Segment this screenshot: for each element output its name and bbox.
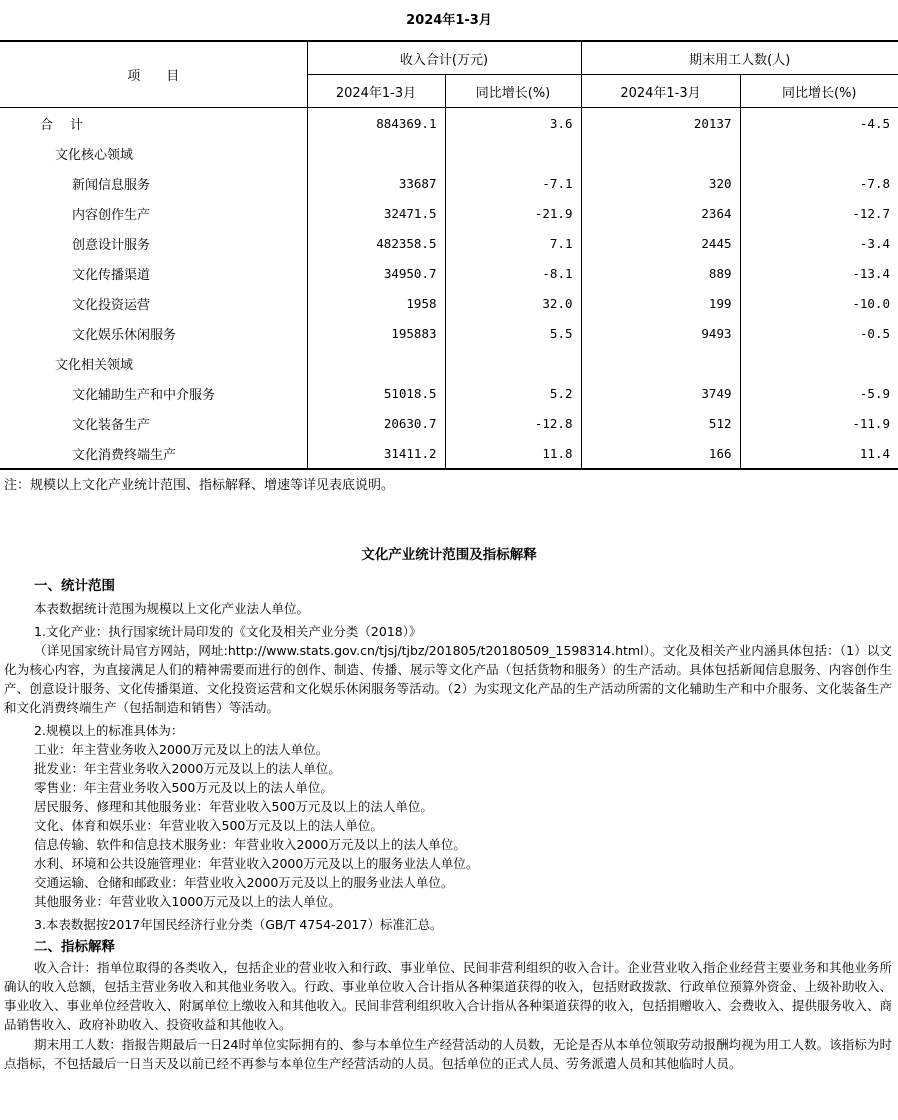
employees-growth bbox=[740, 138, 898, 168]
employees-value: 2445 bbox=[581, 228, 740, 258]
employees-growth bbox=[740, 348, 898, 378]
employees-growth: -5.9 bbox=[859, 385, 890, 401]
employees-growth: -11.9 bbox=[852, 415, 890, 431]
revenue-value: 884369.1 bbox=[307, 108, 445, 139]
section1-intro: 本表数据统计范围为规模以上文化产业法人单位。 bbox=[34, 601, 310, 616]
employees-growth: -0.5 bbox=[859, 325, 890, 341]
row-label: 创意设计服务 bbox=[0, 228, 307, 258]
employees-growth: -4.5 bbox=[859, 115, 890, 131]
employees-value: 2364 bbox=[581, 198, 740, 228]
indicator-revenue: 收入合计：指单位取得的各类收入，包括企业的营业收入和行政、事业单位、民间非营利组织的收入合计。企业营业收入指企业经营主要业务和其他业务所确认的收入总额，包括主营业务收入和其他业务收入。行政、事业单位收入合计指从各种渠道获得的收入，包括财政拨款、行政单位预算外资金、上级补助收入、事业收入、事业单位经营收入、附属单位上缴收入和其他收入。民间非营利组织收入合计指从各种渠道获得的收入，包括捐赠收入、会费收入、提供服务收入、商品销售收入、政府补助收入、投资收益和其他收入。 bbox=[4, 960, 892, 1032]
item1-title: 1.文化产业：执行国家统计局印发的《文化及相关产业分类（2018）》 bbox=[34, 624, 422, 639]
revenue-value: 1958 bbox=[307, 288, 445, 318]
row-label: 文化相关领域 bbox=[0, 348, 307, 378]
revenue-growth bbox=[445, 138, 581, 168]
employees-growth: -10.0 bbox=[852, 295, 890, 311]
explanation-body bbox=[4, 577, 892, 1073]
header-revenue-period: 2024年1-3月 bbox=[307, 75, 445, 108]
header-revenue-group: 收入合计(万元) bbox=[307, 41, 581, 75]
employees-value: 512 bbox=[581, 408, 740, 438]
table-row bbox=[0, 138, 898, 168]
section1-heading: 一、统计范围 bbox=[34, 578, 115, 594]
revenue-growth: 3.6 bbox=[445, 108, 581, 139]
revenue-growth: 5.5 bbox=[445, 318, 581, 348]
standard-item: 文化、体育和娱乐业：年营业收入500万元及以上的法人单位。 bbox=[34, 818, 383, 833]
header-employees-growth: 同比增长(%) bbox=[740, 75, 898, 108]
item2-title: 2.规模以上的标准具体为： bbox=[34, 723, 184, 738]
employees-value bbox=[581, 348, 740, 378]
standard-item: 工业：年主营业务收入2000万元及以上的法人单位。 bbox=[34, 742, 329, 757]
revenue-growth: 11.8 bbox=[445, 438, 581, 469]
revenue-growth bbox=[445, 348, 581, 378]
employees-growth: 11.4 bbox=[740, 438, 898, 469]
row-label: 文化辅助生产和中介服务 bbox=[0, 378, 307, 408]
revenue-value bbox=[307, 138, 445, 168]
indicator-employees: 期末用工人数：指报告期最后一日24时单位实际拥有的、参与本单位生产经营活动的人员数，无论是否从本单位领取劳动报酬均视为用工人数。该指标为时点指标，不包括最后一日当天及以前已经不再参与本单位生产经营活动的人员。包括单位的正式人员、劳务派遣人员和其他临时人员。 bbox=[4, 1037, 892, 1071]
employees-value: 20137 bbox=[581, 108, 740, 139]
item3: 3.本表数据按2017年国民经济行业分类（GB/T 4754-2017）标准汇总。 bbox=[34, 917, 443, 932]
table-note: 注：规模以上文化产业统计范围、指标解释、增速等详见表底说明。 bbox=[4, 478, 395, 493]
revenue-growth: -21.9 bbox=[445, 198, 581, 228]
header-revenue-growth: 同比增长(%) bbox=[445, 75, 581, 108]
table-row bbox=[0, 288, 898, 318]
revenue-value bbox=[307, 348, 445, 378]
row-label: 文化娱乐休闲服务 bbox=[0, 318, 307, 348]
table-row bbox=[0, 348, 898, 378]
employees-growth: -3.4 bbox=[859, 235, 890, 251]
row-label: 内容创作生产 bbox=[0, 198, 307, 228]
culture-industry-table bbox=[0, 40, 898, 470]
row-label: 文化消费终端生产 bbox=[0, 438, 307, 469]
table-period-title: 2024年1-3月 bbox=[406, 13, 492, 28]
employees-growth: -13.4 bbox=[852, 265, 890, 281]
standard-item: 其他服务业：年营业收入1000万元及以上的法人单位。 bbox=[34, 894, 341, 909]
employees-value bbox=[581, 138, 740, 168]
employees-value: 9493 bbox=[581, 318, 740, 348]
header-employees-period: 2024年1-3月 bbox=[581, 75, 740, 108]
revenue-value: 31411.2 bbox=[307, 438, 445, 469]
table-row bbox=[0, 408, 898, 438]
standard-item: 交通运输、仓储和邮政业：年营业收入2000万元及以上的服务业法人单位。 bbox=[34, 875, 454, 890]
section-title: 文化产业统计范围及指标解释 bbox=[361, 547, 537, 563]
table-row bbox=[0, 258, 898, 288]
revenue-value: 33687 bbox=[307, 168, 445, 198]
table-row bbox=[0, 438, 898, 469]
table-row bbox=[0, 198, 898, 228]
header-employees-group: 期末用工人数(人) bbox=[581, 41, 898, 75]
standard-item: 批发业：年主营业务收入2000万元及以上的法人单位。 bbox=[34, 761, 341, 776]
table-row bbox=[0, 318, 898, 348]
section2-heading: 二、指标解释 bbox=[34, 939, 115, 955]
revenue-growth: -12.8 bbox=[445, 408, 581, 438]
employees-value: 3749 bbox=[581, 378, 740, 408]
employees-growth: -12.7 bbox=[852, 205, 890, 221]
row-label: 文化投资运营 bbox=[0, 288, 307, 318]
header-item: 项 目 bbox=[0, 41, 307, 108]
row-label: 新闻信息服务 bbox=[0, 168, 307, 198]
revenue-growth: 7.1 bbox=[445, 228, 581, 258]
revenue-value: 34950.7 bbox=[307, 258, 445, 288]
revenue-value: 20630.7 bbox=[307, 408, 445, 438]
employees-value: 199 bbox=[581, 288, 740, 318]
revenue-growth: -8.1 bbox=[445, 258, 581, 288]
row-label: 文化核心领域 bbox=[0, 138, 307, 168]
revenue-value: 195883 bbox=[307, 318, 445, 348]
employees-value: 889 bbox=[581, 258, 740, 288]
revenue-value: 51018.5 bbox=[307, 378, 445, 408]
standard-item: 零售业：年主营业务收入500万元及以上的法人单位。 bbox=[34, 780, 333, 795]
standard-item: 水利、环境和公共设施管理业：年营业收入2000万元及以上的服务业法人单位。 bbox=[34, 856, 479, 871]
standard-item: 居民服务、修理和其他服务业：年营业收入500万元及以上的法人单位。 bbox=[34, 799, 433, 814]
row-label: 合 计 bbox=[0, 108, 307, 139]
employees-value: 166 bbox=[581, 438, 740, 469]
row-label: 文化传播渠道 bbox=[0, 258, 307, 288]
table-row bbox=[0, 168, 898, 198]
revenue-growth: 5.2 bbox=[445, 378, 581, 408]
row-label: 文化装备生产 bbox=[0, 408, 307, 438]
revenue-value: 482358.5 bbox=[307, 228, 445, 258]
table-row bbox=[0, 378, 898, 408]
item1-body: （详见国家统计局官方网站，网址:http://www.stats.gov.cn/tjsj/tjbz/201805/t20180509_1598314.html）。文化及相关产业内涵具体包括：（1）以文化为核心内容，为直接满足人们的精神需要而进行的创作、制造、传播、展示等文化产品（包括货物和服务）的生产活动。具体包括新闻信息服务、内容创作生产、创意设计服务、文化传播渠道、文化投资运营和文化娱乐休闲服务等活动。（2）为实现文化产品的生产活动所需的文化辅助生产和中介服务、文化装备生产和文化消费终端生产（包括制造和销售）等活动。 bbox=[4, 643, 892, 715]
standards-list bbox=[4, 740, 892, 911]
employees-value: 320 bbox=[581, 168, 740, 198]
employees-growth: -7.8 bbox=[859, 175, 890, 191]
standard-item: 信息传输、软件和信息技术服务业：年营业收入2000万元及以上的法人单位。 bbox=[34, 837, 466, 852]
revenue-growth: -7.1 bbox=[445, 168, 581, 198]
table-row bbox=[0, 108, 898, 139]
table-row bbox=[0, 228, 898, 258]
revenue-value: 32471.5 bbox=[307, 198, 445, 228]
revenue-growth: 32.0 bbox=[445, 288, 581, 318]
